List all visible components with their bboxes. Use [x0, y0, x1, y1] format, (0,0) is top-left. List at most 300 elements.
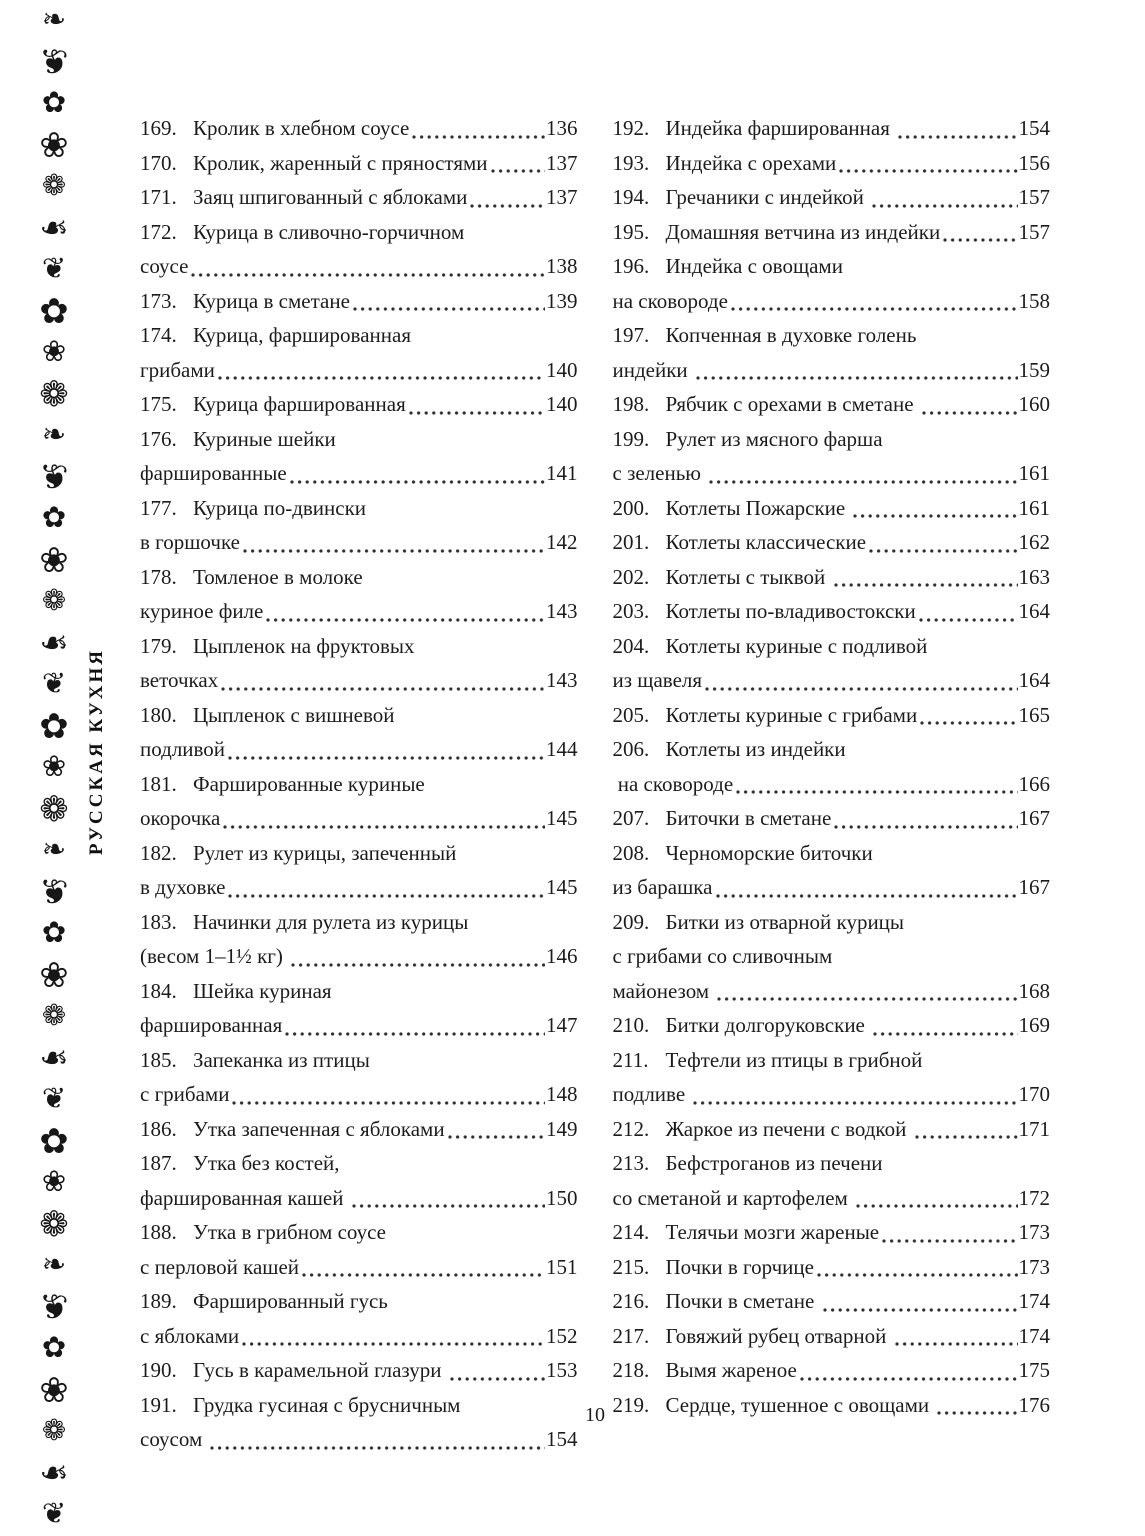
dot-leader — [218, 376, 545, 380]
entry-page-number: 162 — [1018, 530, 1050, 554]
floral-glyph-icon: ❦ — [39, 872, 69, 912]
toc-line — [613, 456, 1051, 491]
page-number: 10 — [585, 1404, 605, 1426]
entry-page-number: 175 — [1018, 1358, 1050, 1382]
toc-entry — [613, 525, 1051, 560]
entry-title-continued: окорочка — [140, 806, 221, 830]
dot-leader — [409, 411, 545, 415]
entry-page-number: 145 — [546, 875, 578, 899]
dot-leader — [823, 1308, 1018, 1312]
entry-title: Рулет из мясного фарша — [665, 426, 883, 451]
entry-page-number: 171 — [1018, 1116, 1050, 1141]
toc-line — [613, 1284, 1051, 1319]
toc-line — [140, 1250, 578, 1285]
entry-number: 179. — [140, 633, 177, 658]
toc-line — [613, 1077, 1051, 1112]
dot-leader — [943, 238, 1017, 242]
toc-line — [613, 629, 1051, 664]
entry-title: Курица по-двински — [193, 495, 367, 520]
entry-title-continued: фаршированная кашей — [140, 1185, 349, 1210]
dot-leader — [716, 894, 1018, 898]
entry-title: Домашняя ветчина из индейки — [665, 219, 941, 244]
floral-glyph-icon: ✿ — [41, 1332, 67, 1364]
dot-leader — [221, 687, 545, 691]
entry-title: Утка в грибном соусе — [193, 1220, 386, 1244]
entry-page-number: 157 — [1018, 219, 1050, 244]
entry-page-number: 140 — [546, 392, 578, 416]
entry-page-number: 144 — [546, 737, 578, 761]
toc-line — [613, 974, 1051, 1009]
entry-title: Утка без костей, — [193, 1151, 340, 1175]
toc-line — [140, 387, 578, 422]
entry-page-number: 173 — [1018, 1220, 1050, 1244]
entry-page-number: 140 — [546, 357, 578, 382]
toc-line — [613, 1319, 1051, 1354]
toc-entry — [140, 1353, 578, 1388]
dot-leader — [412, 135, 545, 139]
entry-title-continued: с грибами со сливочным — [612, 944, 833, 968]
entry-page-number: 142 — [546, 530, 578, 554]
entry-title: Цыпленок на фруктовых — [193, 633, 415, 658]
dot-leader — [873, 1032, 1017, 1036]
toc-line — [613, 111, 1051, 146]
toc-entry — [140, 1112, 578, 1147]
entry-title: Тефтели из птицы в грибной — [665, 1047, 923, 1072]
entry-title: Грудка гусиная с брусничным — [193, 1392, 461, 1417]
entry-title: Запеканка из птицы — [193, 1047, 370, 1072]
toc-line — [140, 698, 578, 733]
toc-entry — [613, 1215, 1051, 1250]
toc-entry — [613, 491, 1051, 526]
toc-line — [613, 1146, 1051, 1181]
entry-title: Бефстроганов из печени — [665, 1151, 883, 1175]
entry-number: 211. — [612, 1047, 649, 1072]
toc-line — [613, 560, 1051, 595]
toc-line — [140, 422, 578, 457]
dot-leader — [266, 618, 545, 622]
entry-number: 210. — [612, 1013, 650, 1037]
toc-line — [613, 698, 1051, 733]
entry-title: Сердце, тушенное с овощами — [665, 1392, 935, 1417]
floral-glyph-icon: ❧ — [41, 1249, 67, 1281]
dot-leader — [228, 894, 545, 898]
entry-number: 218. — [612, 1358, 650, 1382]
entry-title: Куриные шейки — [193, 426, 336, 451]
floral-glyph-icon: ❧ — [41, 834, 67, 866]
toc-line — [613, 767, 1051, 802]
floral-glyph-icon: ❦ — [41, 1498, 67, 1530]
dot-leader — [736, 790, 1017, 794]
entry-page-number: 149 — [546, 1116, 578, 1141]
entry-title: Гусь в карамельной глазури — [193, 1358, 447, 1382]
toc-line — [140, 146, 578, 181]
toc-entry — [140, 836, 578, 905]
toc-line — [140, 560, 578, 595]
toc-entry — [613, 1284, 1051, 1319]
entry-title-continued: на сковороде — [612, 288, 728, 313]
entry-number: 195. — [612, 219, 650, 244]
toc-line — [140, 1181, 578, 1216]
entry-title-continued: подливой — [140, 737, 226, 761]
entry-title-continued: с яблоками — [140, 1323, 240, 1348]
dot-leader — [872, 204, 1017, 208]
floral-glyph-icon: ❦ — [39, 457, 69, 497]
toc-line — [140, 974, 578, 1009]
dot-leader — [228, 756, 545, 760]
toc-line — [613, 870, 1051, 905]
dot-leader — [839, 169, 1017, 173]
toc-line — [140, 1008, 578, 1043]
floral-glyph-icon: ✿ — [41, 87, 67, 119]
toc-line — [140, 629, 578, 664]
toc-line — [613, 939, 1051, 974]
toc-line — [613, 1181, 1051, 1216]
entry-title: Томленое в молоке — [193, 564, 363, 589]
entry-title: Жаркое из печени с водкой — [665, 1116, 912, 1141]
entry-title: Почки в горчице — [665, 1254, 814, 1279]
entry-number: 205. — [612, 702, 650, 727]
entry-number: 194. — [612, 185, 650, 209]
dot-leader — [470, 204, 545, 208]
dot-leader — [352, 1204, 545, 1208]
dot-leader — [232, 1101, 545, 1105]
toc-line — [613, 249, 1051, 284]
entry-title: Котлеты Пожарские — [665, 495, 851, 520]
floral-glyph-icon: ❦ — [41, 253, 67, 285]
entry-number: 182. — [140, 840, 177, 865]
toc-line — [140, 249, 578, 284]
entry-page-number: 172 — [1018, 1185, 1050, 1210]
entry-title-continued: со сметаной и картофелем — [612, 1185, 854, 1210]
toc-line — [140, 284, 578, 319]
entry-number: 187. — [140, 1151, 177, 1175]
entry-number: 198. — [612, 392, 650, 416]
toc-line — [613, 1112, 1051, 1147]
floral-glyph-icon: ❧ — [41, 4, 67, 36]
floral-glyph-icon: ❧ — [39, 623, 69, 663]
entry-page-number: 165 — [1018, 702, 1050, 727]
toc-entry — [140, 905, 578, 974]
entry-number: 178. — [140, 564, 177, 589]
entry-title-continued: из щавеля — [612, 668, 703, 692]
sidebar-vertical-title: РУССКАЯ КУХНЯ — [86, 648, 107, 856]
entry-page-number: 150 — [546, 1185, 578, 1210]
entry-number: 217. — [612, 1323, 650, 1348]
toc-entry — [140, 1146, 578, 1215]
dot-leader — [920, 721, 1017, 725]
toc-entry — [613, 801, 1051, 836]
floral-glyph-icon: ❦ — [41, 668, 67, 700]
toc-column-left — [140, 111, 578, 1457]
dot-leader — [882, 1239, 1017, 1243]
entry-title: Цыпленок с вишневой — [193, 702, 395, 727]
toc-line — [613, 491, 1051, 526]
toc-line — [613, 215, 1051, 250]
toc-line — [613, 594, 1051, 629]
floral-glyph-icon: ✿ — [39, 1121, 69, 1161]
toc-line — [140, 1043, 578, 1078]
toc-entry — [613, 1008, 1051, 1043]
entry-number: 197. — [612, 323, 650, 347]
toc-entry — [140, 767, 578, 836]
toc-entry — [140, 1215, 578, 1284]
entry-title: Битки из отварной курицы — [665, 909, 905, 934]
entry-page-number: 166 — [1018, 771, 1050, 796]
entry-page-number: 143 — [546, 599, 578, 623]
toc-line — [613, 1250, 1051, 1285]
dot-leader — [898, 135, 1017, 139]
toc-line — [140, 732, 578, 767]
toc-line — [613, 1353, 1051, 1388]
dot-leader — [915, 1135, 1018, 1139]
toc-line — [140, 905, 578, 940]
toc-entry — [140, 146, 578, 181]
entry-page-number: 168 — [1018, 978, 1050, 1003]
toc-entry — [613, 1043, 1051, 1112]
dot-leader — [817, 1273, 1018, 1277]
entry-number: 216. — [612, 1289, 650, 1313]
dot-leader — [834, 583, 1018, 587]
toc-entry — [140, 491, 578, 560]
entry-title-continued: соусом — [140, 1427, 208, 1451]
entry-title-continued: с грибами — [140, 1082, 230, 1106]
toc-line — [613, 353, 1051, 388]
toc-entry — [613, 146, 1051, 181]
dot-leader — [717, 997, 1017, 1001]
toc-entry — [613, 1250, 1051, 1285]
entry-title: Битки долгоруковские — [665, 1013, 871, 1037]
toc-line — [140, 767, 578, 802]
entry-page-number: 176 — [1018, 1392, 1050, 1417]
entry-page-number: 139 — [546, 288, 578, 313]
entry-number: 180. — [140, 702, 177, 727]
dot-leader — [853, 514, 1017, 518]
entry-page-number: 154 — [546, 1427, 578, 1451]
entry-number: 201. — [612, 530, 650, 554]
entry-page-number: 153 — [546, 1358, 578, 1382]
toc-line — [613, 422, 1051, 457]
entry-number: 207. — [612, 806, 650, 830]
toc-line — [140, 663, 578, 698]
entry-number: 188. — [140, 1220, 177, 1244]
entry-number: 219. — [612, 1392, 650, 1417]
toc-entry — [613, 180, 1051, 215]
toc-entry — [140, 111, 578, 146]
toc-entry — [613, 1353, 1051, 1388]
entry-title: Фаршированные куриные — [193, 771, 425, 796]
toc-line — [140, 1353, 578, 1388]
entry-title: Котлеты куриные с подливой — [665, 633, 928, 658]
toc-entry — [140, 215, 578, 284]
entry-title: Курица, фаршированная — [193, 323, 411, 347]
entry-title: Гречаники с индейкой — [665, 185, 870, 209]
entry-title-continued: фаршированная — [140, 1013, 283, 1037]
entry-title: Индейка с орехами — [665, 150, 837, 175]
toc-line — [140, 111, 578, 146]
toc-entry — [140, 422, 578, 491]
toc-line — [613, 284, 1051, 319]
dot-leader — [285, 1032, 545, 1036]
entry-number: 212. — [612, 1116, 650, 1141]
entry-title: Утка запеченная с яблоками — [193, 1116, 445, 1141]
entry-number: 176. — [140, 426, 177, 451]
toc-line — [613, 905, 1051, 940]
toc-line — [140, 353, 578, 388]
toc-line — [140, 1319, 578, 1354]
entry-title: Копченная в духовке голень — [665, 323, 917, 347]
toc-line — [140, 1215, 578, 1250]
toc-entry — [613, 905, 1051, 1009]
entry-number: 183. — [140, 909, 177, 934]
entry-title-continued: из барашка — [612, 875, 713, 899]
dot-leader — [302, 1273, 545, 1277]
entry-page-number: 164 — [1018, 599, 1050, 623]
entry-number: 186. — [140, 1116, 177, 1141]
toc-line — [140, 1077, 578, 1112]
entry-page-number: 160 — [1018, 392, 1050, 416]
toc-line — [613, 732, 1051, 767]
toc-line — [613, 525, 1051, 560]
entry-page-number: 159 — [1018, 357, 1050, 382]
entry-page-number: 137 — [546, 150, 578, 175]
toc-entry — [613, 249, 1051, 318]
dot-leader — [919, 618, 1018, 622]
entry-number: 191. — [140, 1392, 177, 1417]
entry-title: Фаршированный гусь — [193, 1289, 388, 1313]
entry-page-number: 156 — [1018, 150, 1050, 175]
entry-number: 204. — [612, 633, 650, 658]
toc-line — [140, 1112, 578, 1147]
entry-title-continued: подливе — [612, 1082, 691, 1106]
entry-title: Рябчик с орехами в сметане — [665, 392, 919, 416]
entry-title: Котлеты классические — [665, 530, 867, 554]
entry-page-number: 161 — [1018, 461, 1050, 485]
toc-line — [613, 1215, 1051, 1250]
entry-title-continued: соусе — [140, 254, 189, 278]
toc-entry — [613, 629, 1051, 698]
entry-title: Рулет из курицы, запеченный — [193, 840, 457, 865]
entry-title: Черноморские биточки — [665, 840, 873, 865]
entry-page-number: 151 — [546, 1254, 578, 1279]
floral-glyph-icon: ❁ — [39, 374, 69, 414]
entry-title: Вымя жареное — [665, 1358, 797, 1382]
entry-title-continued: с перловой кашей — [140, 1254, 300, 1279]
floral-glyph-icon: ❀ — [41, 1166, 67, 1198]
dot-leader — [242, 1342, 545, 1346]
entry-number: 200. — [612, 495, 650, 520]
entry-number: 206. — [612, 737, 650, 761]
entry-title-continued: в духовке — [140, 875, 226, 899]
entry-page-number: 170 — [1018, 1082, 1050, 1106]
dot-leader — [243, 549, 545, 553]
entry-number: 208. — [612, 840, 650, 865]
toc-entry — [613, 594, 1051, 629]
dot-leader — [731, 307, 1018, 311]
floral-glyph-icon: ❀ — [41, 751, 67, 783]
entry-page-number: 167 — [1018, 806, 1050, 830]
toc-entry — [613, 698, 1051, 733]
dot-leader — [709, 480, 1017, 484]
entry-page-number: 167 — [1018, 875, 1050, 899]
dot-leader — [191, 273, 545, 277]
entry-page-number: 143 — [546, 668, 578, 692]
toc-entry — [613, 1146, 1051, 1215]
floral-glyph-icon: ❁ — [41, 170, 67, 202]
entry-title: Индейка с овощами — [665, 254, 843, 278]
entry-title-continued: грибами — [140, 357, 215, 382]
entry-page-number: 152 — [546, 1323, 578, 1348]
entry-title: Курица фаршированная — [193, 392, 406, 416]
toc-line — [140, 180, 578, 215]
entry-number: 175. — [140, 392, 177, 416]
entry-title: Курица в сливочно-горчичном — [193, 219, 465, 244]
toc-line — [140, 215, 578, 250]
toc-entry — [613, 836, 1051, 905]
entry-number: 171. — [140, 185, 177, 209]
toc-line — [140, 318, 578, 353]
toc-line — [613, 146, 1051, 181]
entry-title-continued: веточках — [140, 668, 219, 692]
entry-title: Телячьи мозги жареные — [665, 1220, 880, 1244]
entry-page-number: 147 — [546, 1013, 578, 1037]
entry-title: Кролик в хлебном соусе — [193, 116, 410, 140]
floral-glyph-icon: ❁ — [41, 1000, 67, 1032]
entry-number: 209. — [612, 909, 650, 934]
floral-glyph-icon: ❦ — [39, 42, 69, 82]
entry-title-continued: с зеленью — [612, 461, 707, 485]
entry-page-number: 138 — [546, 254, 578, 278]
floral-glyph-icon: ❀ — [39, 1370, 69, 1410]
toc-line — [613, 387, 1051, 422]
entry-title-continued: на сковороде — [612, 771, 734, 796]
entry-title: Кролик, жаренный с пряностями — [193, 150, 488, 175]
entry-title: Начинки для рулета из курицы — [193, 909, 469, 934]
toc-entry — [613, 1112, 1051, 1147]
toc-entry — [140, 1284, 578, 1353]
dot-leader — [705, 687, 1017, 691]
toc-entry — [140, 974, 578, 1043]
toc-line — [140, 491, 578, 526]
floral-glyph-icon: ❧ — [41, 419, 67, 451]
dot-leader — [869, 549, 1017, 553]
floral-glyph-icon: ❀ — [39, 540, 69, 580]
entry-page-number: 173 — [1018, 1254, 1050, 1279]
floral-glyph-icon: ❀ — [39, 125, 69, 165]
floral-glyph-icon: ❧ — [39, 1453, 69, 1493]
toc-entry — [613, 318, 1051, 387]
toc-line — [140, 525, 578, 560]
entry-number: 190. — [140, 1358, 177, 1382]
entry-number: 202. — [612, 564, 650, 589]
dot-leader — [353, 307, 545, 311]
toc-entry — [140, 1043, 578, 1112]
toc-entry — [140, 629, 578, 698]
dot-leader — [210, 1446, 545, 1450]
entry-number: 199. — [612, 426, 650, 451]
entry-number: 181. — [140, 771, 177, 796]
floral-glyph-icon: ❁ — [41, 585, 67, 617]
toc-line — [140, 1146, 578, 1181]
entry-number: 196. — [612, 254, 650, 278]
toc-content — [140, 111, 1050, 1457]
floral-glyph-icon: ✿ — [39, 706, 69, 746]
entry-title: Шейка куриная — [193, 978, 332, 1003]
entry-number: 170. — [140, 150, 177, 175]
toc-line — [613, 836, 1051, 871]
toc-entry — [140, 318, 578, 387]
floral-glyph-icon: ❁ — [39, 1204, 69, 1244]
entry-title: Говяжий рубец отварной — [665, 1323, 892, 1348]
